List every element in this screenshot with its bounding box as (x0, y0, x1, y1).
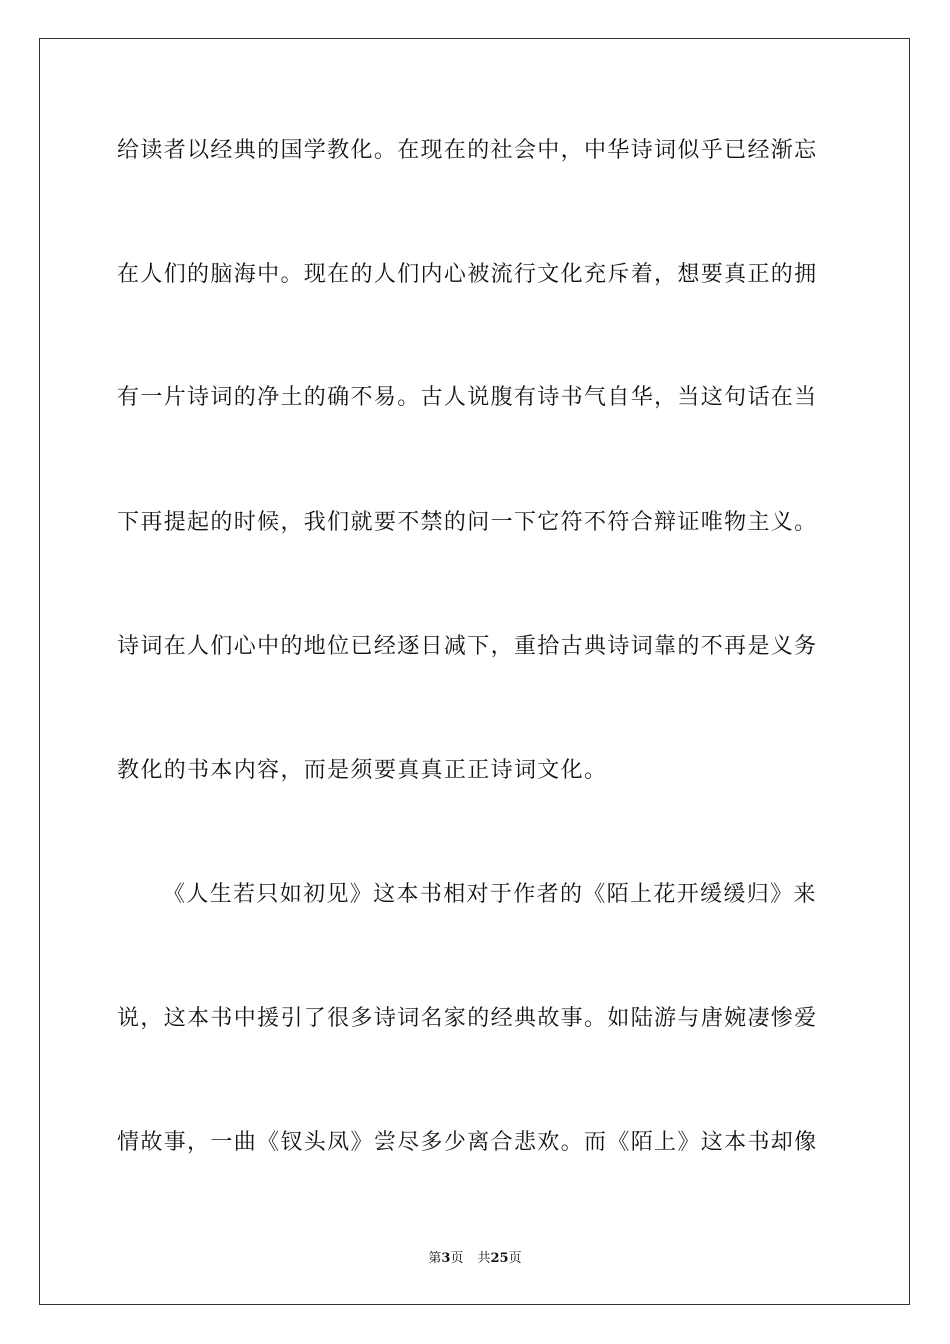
total-suffix: 页 (508, 1251, 522, 1266)
body-text-line: 给读者以经典的国学教化。在现在的社会中，中华诗词似乎已经渐忘 (117, 138, 818, 163)
body-text-line: 教化的书本内容，而是须要真真正正诗词文化。 (117, 758, 608, 783)
body-text-line: 诗词在人们心中的地位已经逐日减下，重拾古典诗词靠的不再是义务 (117, 634, 818, 659)
total-pages: 25 (490, 1251, 509, 1266)
page-footer (0, 1247, 950, 1266)
body-text-line: 说，这本书中援引了很多诗词名家的经典故事。如陆游与唐婉凄惨爱 (117, 1006, 818, 1031)
page-border (39, 38, 910, 1305)
page-number: 3 (441, 1251, 451, 1266)
total-prefix: 共 (477, 1251, 491, 1266)
page-prefix: 第 (428, 1251, 442, 1266)
body-text-line: 下再提起的时候，我们就要不禁的问一下它符不符合辩证唯物主义。 (117, 510, 818, 535)
body-text-line: 在人们的脑海中。现在的人们内心被流行文化充斥着，想要真正的拥 (117, 262, 818, 287)
page-suffix: 页 (450, 1251, 464, 1266)
paragraph-first-line: 《人生若只如初见》这本书相对于作者的《陌上花开缓缓归》来 (163, 882, 817, 907)
body-text-line: 情故事，一曲《钗头凤》尝尽多少离合悲欢。而《陌上》这本书却像 (117, 1130, 818, 1155)
body-text-line: 有一片诗词的净土的确不易。古人说腹有诗书气自华，当这句话在当 (117, 385, 818, 410)
